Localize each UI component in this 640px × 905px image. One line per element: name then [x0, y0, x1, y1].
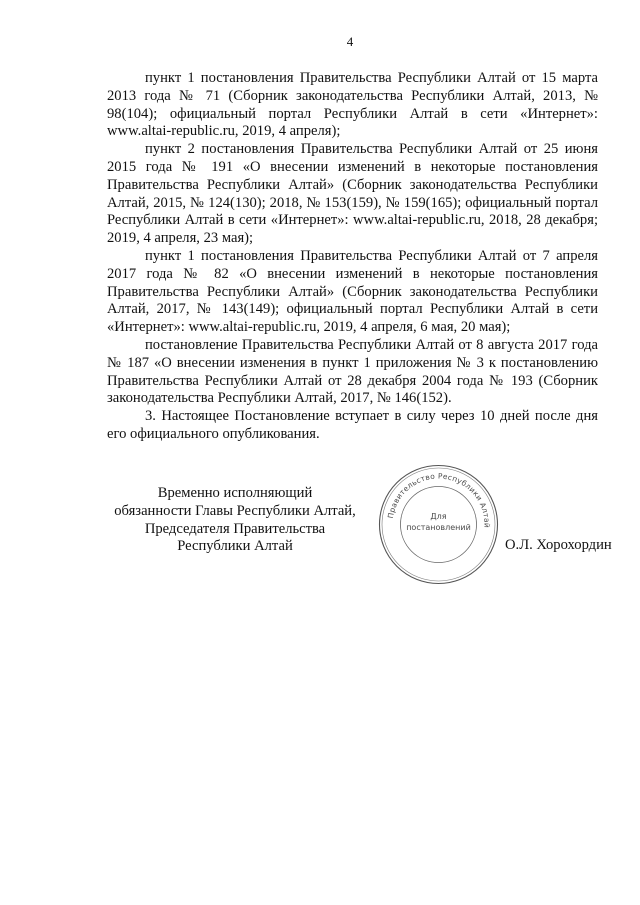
paragraph: пункт 1 постановления Правительства Республики Алтай от 15 марта 2013 года № 71 (Сборник законодательства Республики Алтай, 2013, № 98(104); официальный портал Республики Алтай в сети «Интернет»: www.altai-republic.ru, 2019, 4 апреля); — [107, 70, 598, 140]
signatory-line: Республики Алтай — [177, 538, 293, 555]
signatory-title — [100, 485, 370, 556]
paragraph: пункт 2 постановления Правительства Республики Алтай от 25 июня 2015 года № 191 «О внесении изменений в некоторые постановления Правительства Республики Алтай» (Сборник законодательства Республики Алтай, 2015, № 124(130); 2018, № 153(159), № 159(165); официальный портал Республики Алтай в сети «Интернет»: www.altai-republic.ru, 2018, 28 декабря; 2019, 4 апреля, 23 мая); — [107, 141, 598, 247]
stamp-center-text: Для — [430, 512, 447, 521]
document-body — [107, 70, 598, 444]
official-stamp — [376, 462, 501, 587]
signatory-line: обязанности Главы Республики Алтай, — [114, 502, 356, 519]
signer-name: О.Л. Хорохордин — [505, 537, 612, 553]
stamp-center-text: постановлений — [406, 523, 471, 532]
page-number: 4 — [346, 34, 354, 49]
signatory-line: Временно исполняющий — [157, 485, 313, 501]
paragraph: 3. Настоящее Постановление вступает в силу через 10 дней после дня его официального опубликования. — [107, 408, 598, 442]
stamp-seal-graphic — [376, 462, 501, 587]
paragraph: постановление Правительства Республики Алтай от 8 августа 2017 года № 187 «О внесении изменения в пункт 1 приложения № 3 к постановлению Правительства Республики Алтай от 28 декабря 2004 года № 193 (Сборник законодательства Республики Алтай, 2017, № 146(152). — [107, 336, 598, 407]
stamp-ring-text: Правительство Республики Алтай — [385, 471, 492, 529]
paragraph: пункт 1 постановления Правительства Республики Алтай от 7 апреля 2017 года № 82 «О внесении изменений в некоторые постановления Правительства Республики Алтай» (Сборник законодательства Республики Алтай, 2017, № 143(149); официальный портал Республики Алтай в сети «Интернет»: www.altai-republic.ru, 2019, 4 апреля, 6 мая, 20 мая); — [107, 247, 598, 336]
signatory-line: Председателя Правительства — [144, 520, 326, 537]
